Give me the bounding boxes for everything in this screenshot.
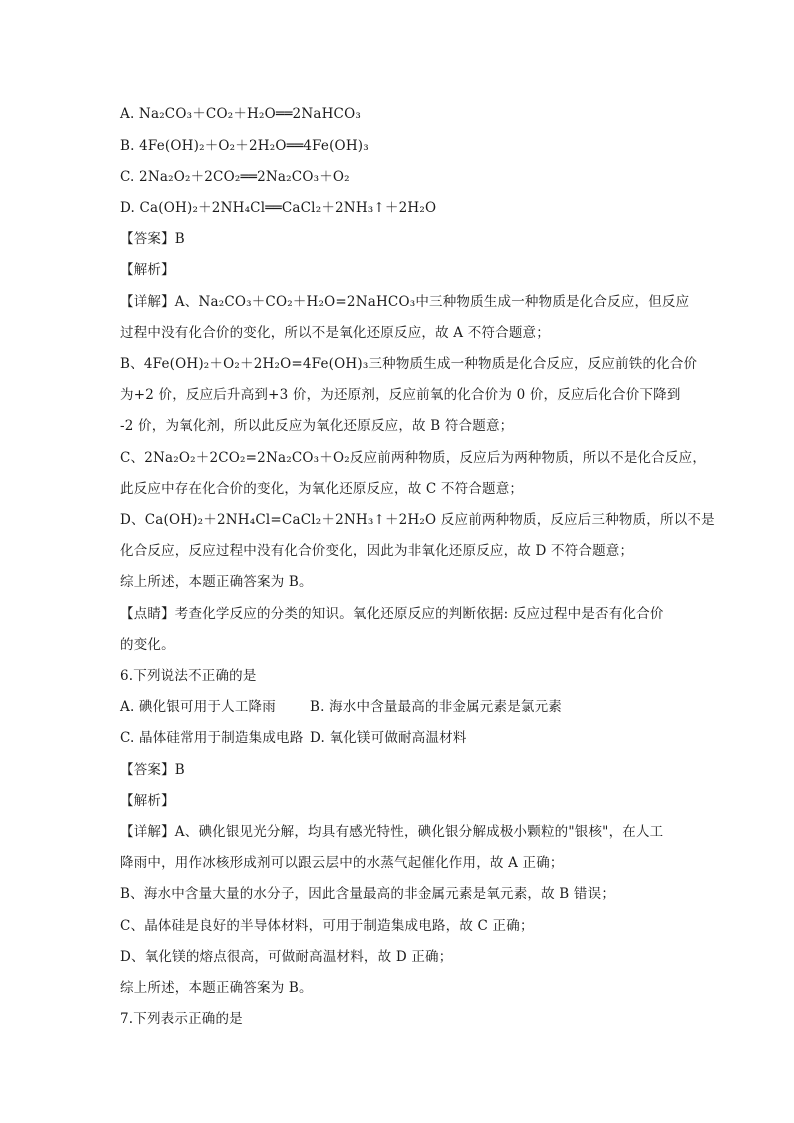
q6-detail-b: B、海水中含量大量的水分子，因此含量最高的非金属元素是氧元素，故 B 错误； [120, 886, 616, 902]
q6-option-c: C. 晶体硅常用于制造集成电路 [120, 730, 304, 746]
q5-detail-c-line1: C、2Na₂O₂＋2CO₂=2Na₂CO₃＋O₂反应前两种物质，反应后为两种物质，所以不是化合反应， [120, 450, 707, 466]
q6-detail-c: C、晶体硅是良好的半导体材料，可用于制造集成电路，故 C 正确； [120, 918, 534, 934]
q6-detail-a-line2: 降雨中，用作冰核形成剂可以跟云层中的水蒸气起催化作用，故 A 正确； [120, 855, 564, 871]
q6-detail-a-line1: 【详解】A、碘化银见光分解，均具有感光特性，碘化银分解成极小颗粒的"银核"，在人工 [120, 824, 664, 840]
q5-option-c: C. 2Na₂O₂＋2CO₂══2Na₂CO₃＋O₂ [120, 169, 350, 185]
q6-options-row2 [120, 730, 680, 746]
q5-detail-b-line2: 为+2 价，反应后升高到+3 价，为还原剂，反应前氧的化合价为 0 价，反应后化合价下降到 [120, 387, 681, 403]
q5-option-a: A. Na₂CO₃＋CO₂＋H₂O══2NaHCO₃ [120, 106, 361, 122]
q6-option-b: B. 海水中含量最高的非金属元素是氯元素 [310, 699, 563, 715]
q6-option-d: D. 氧化镁可做耐高温材料 [310, 730, 467, 746]
q5-analysis-heading: 【解析】 [120, 262, 175, 278]
q5-detail-c-line2: 此反应中存在化合价的变化，为氧化还原反应，故 C 不符合题意； [120, 481, 524, 497]
q5-comment-line2: 的变化。 [120, 637, 175, 653]
q5-detail-a-line1: 【详解】A、Na₂CO₃＋CO₂＋H₂O=2NaHCO₃中三种物质生成一种物质是化合反应，但反应 [120, 294, 690, 310]
q6-options-row1 [120, 699, 680, 715]
q5-detail-b-line3: -2 价，为氧化剂，所以此反应为氧化还原反应，故 B 符合题意； [120, 418, 514, 434]
q6-summary: 综上所述，本题正确答案为 B。 [120, 980, 313, 996]
q6-analysis-heading: 【解析】 [120, 793, 175, 809]
q7-stem: 7.下列表示正确的是 [120, 1011, 243, 1027]
q5-summary: 综上所述，本题正确答案为 B。 [120, 574, 313, 590]
q5-option-b: B. 4Fe(OH)₂＋O₂＋2H₂O══4Fe(OH)₃ [120, 138, 369, 154]
q5-detail-d-line2: 化合反应，反应过程中没有化合价变化，因此为非氧化还原反应，故 D 不符合题意； [120, 543, 634, 559]
q5-detail-d-line1: D、Ca(OH)₂＋2NH₄Cl=CaCl₂＋2NH₃↑＋2H₂O 反应前两种物质，反应后三种物质，所以不是 [120, 512, 715, 528]
q6-answer: 【答案】B [120, 762, 185, 778]
q5-option-d: D. Ca(OH)₂＋2NH₄Cl══CaCl₂＋2NH₃↑＋2H₂O [120, 200, 437, 216]
q5-detail-a-line2: 过程中没有化合价的变化，所以不是氧化还原反应，故 A 不符合题意； [120, 325, 550, 341]
q6-stem: 6.下列说法不正确的是 [120, 668, 257, 684]
q6-option-a: A. 碘化银可用于人工降雨 [120, 699, 276, 715]
q5-answer: 【答案】B [120, 231, 185, 247]
q6-detail-d: D、氧化镁的熔点很高，可做耐高温材料，故 D 正确； [120, 949, 453, 965]
q5-detail-b-line1: B、4Fe(OH)₂＋O₂＋2H₂O=4Fe(OH)₃三种物质生成一种物质是化合反应，反应前铁的化合价 [120, 356, 698, 372]
q5-comment-line1: 【点睛】考查化学反应的分类的知识。氧化还原反应的判断依据: 反应过程中是否有化合价 [120, 606, 664, 622]
